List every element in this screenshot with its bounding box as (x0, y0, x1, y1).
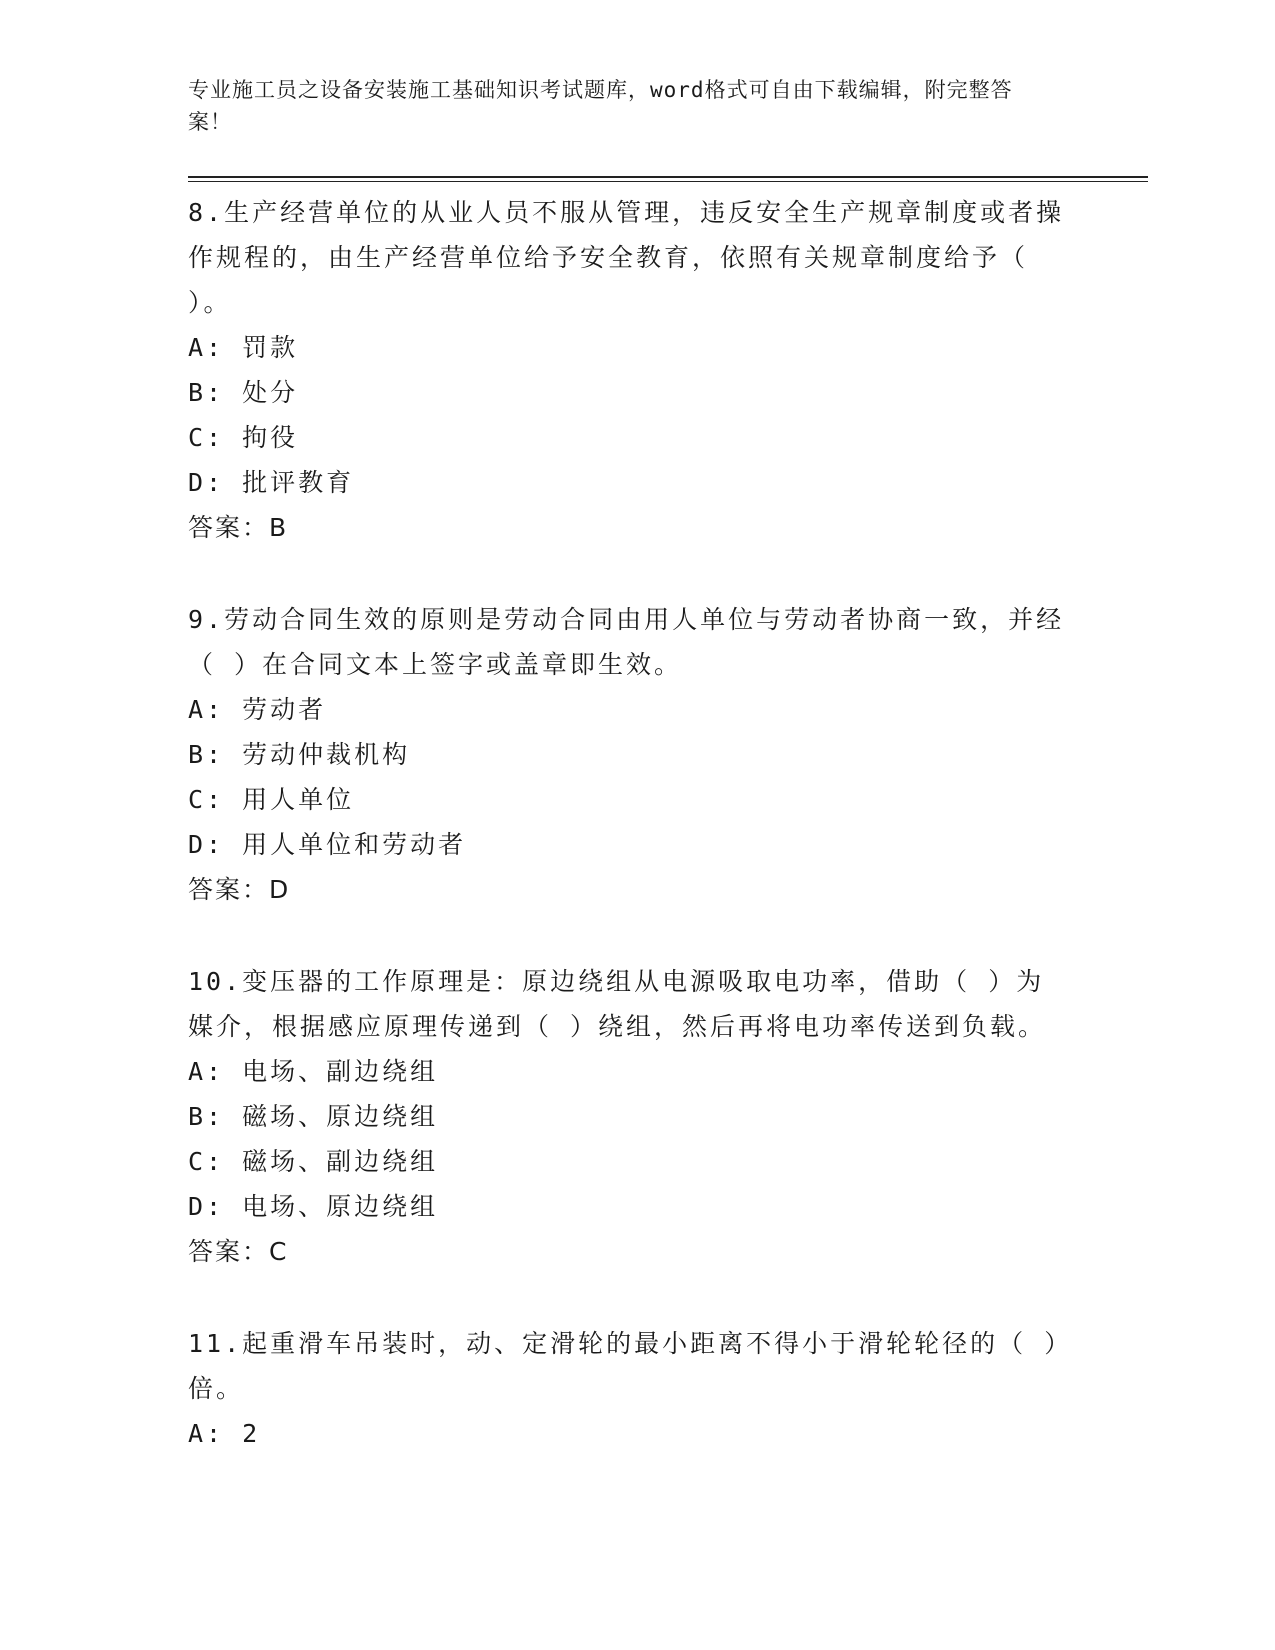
option-d: D: 批评教育 (188, 468, 355, 497)
answer: 答案：B (188, 513, 289, 542)
option-d: D: 用人单位和劳动者 (188, 830, 467, 859)
option-c: C: 拘役 (188, 423, 299, 452)
answer: 答案：D (188, 875, 291, 904)
option-c: C: 用人单位 (188, 785, 355, 814)
question-11 (188, 1321, 1068, 1456)
answer: 答案：C (188, 1237, 289, 1266)
question-10 (188, 959, 1068, 1274)
option-a: A: 罚款 (188, 333, 299, 362)
option-b: B: 劳动仲裁机构 (188, 740, 411, 769)
header-divider-thin (188, 181, 1148, 182)
question-stem: 11.起重滑车吊装时，动、定滑轮的最小距离不得小于滑轮轮径的（ ）倍。 (188, 1329, 1060, 1403)
option-c: C: 磁场、副边绕组 (188, 1147, 439, 1176)
document-header: 专业施工员之设备安装施工基础知识考试题库，word格式可自由下载编辑，附完整答案！ (188, 78, 1013, 134)
option-a: A: 劳动者 (188, 695, 327, 724)
question-stem: 8.生产经营单位的从业人员不服从管理，违反安全生产规章制度或者操作规程的，由生产经营单位给予安全教育，依照有关规章制度给予（ ）。 (188, 198, 1065, 317)
option-a: A: 2 (188, 1419, 261, 1448)
question-list (188, 190, 1068, 1503)
header-divider (188, 176, 1148, 178)
option-b: B: 磁场、原边绕组 (188, 1102, 439, 1131)
option-b: B: 处分 (188, 378, 299, 407)
option-a: A: 电场、副边绕组 (188, 1057, 439, 1086)
question-stem: 9.劳动合同生效的原则是劳动合同由用人单位与劳动者协商一致，并经（ ）在合同文本上签字或盖章即生效。 (188, 605, 1065, 679)
option-d: D: 电场、原边绕组 (188, 1192, 439, 1221)
question-9 (188, 597, 1068, 912)
question-stem: 10.变压器的工作原理是：原边绕组从电源吸取电功率，借助（ ）为媒介，根据感应原理传递到（ ）绕组，然后再将电功率传送到负载。 (188, 967, 1047, 1041)
question-8 (188, 190, 1068, 550)
